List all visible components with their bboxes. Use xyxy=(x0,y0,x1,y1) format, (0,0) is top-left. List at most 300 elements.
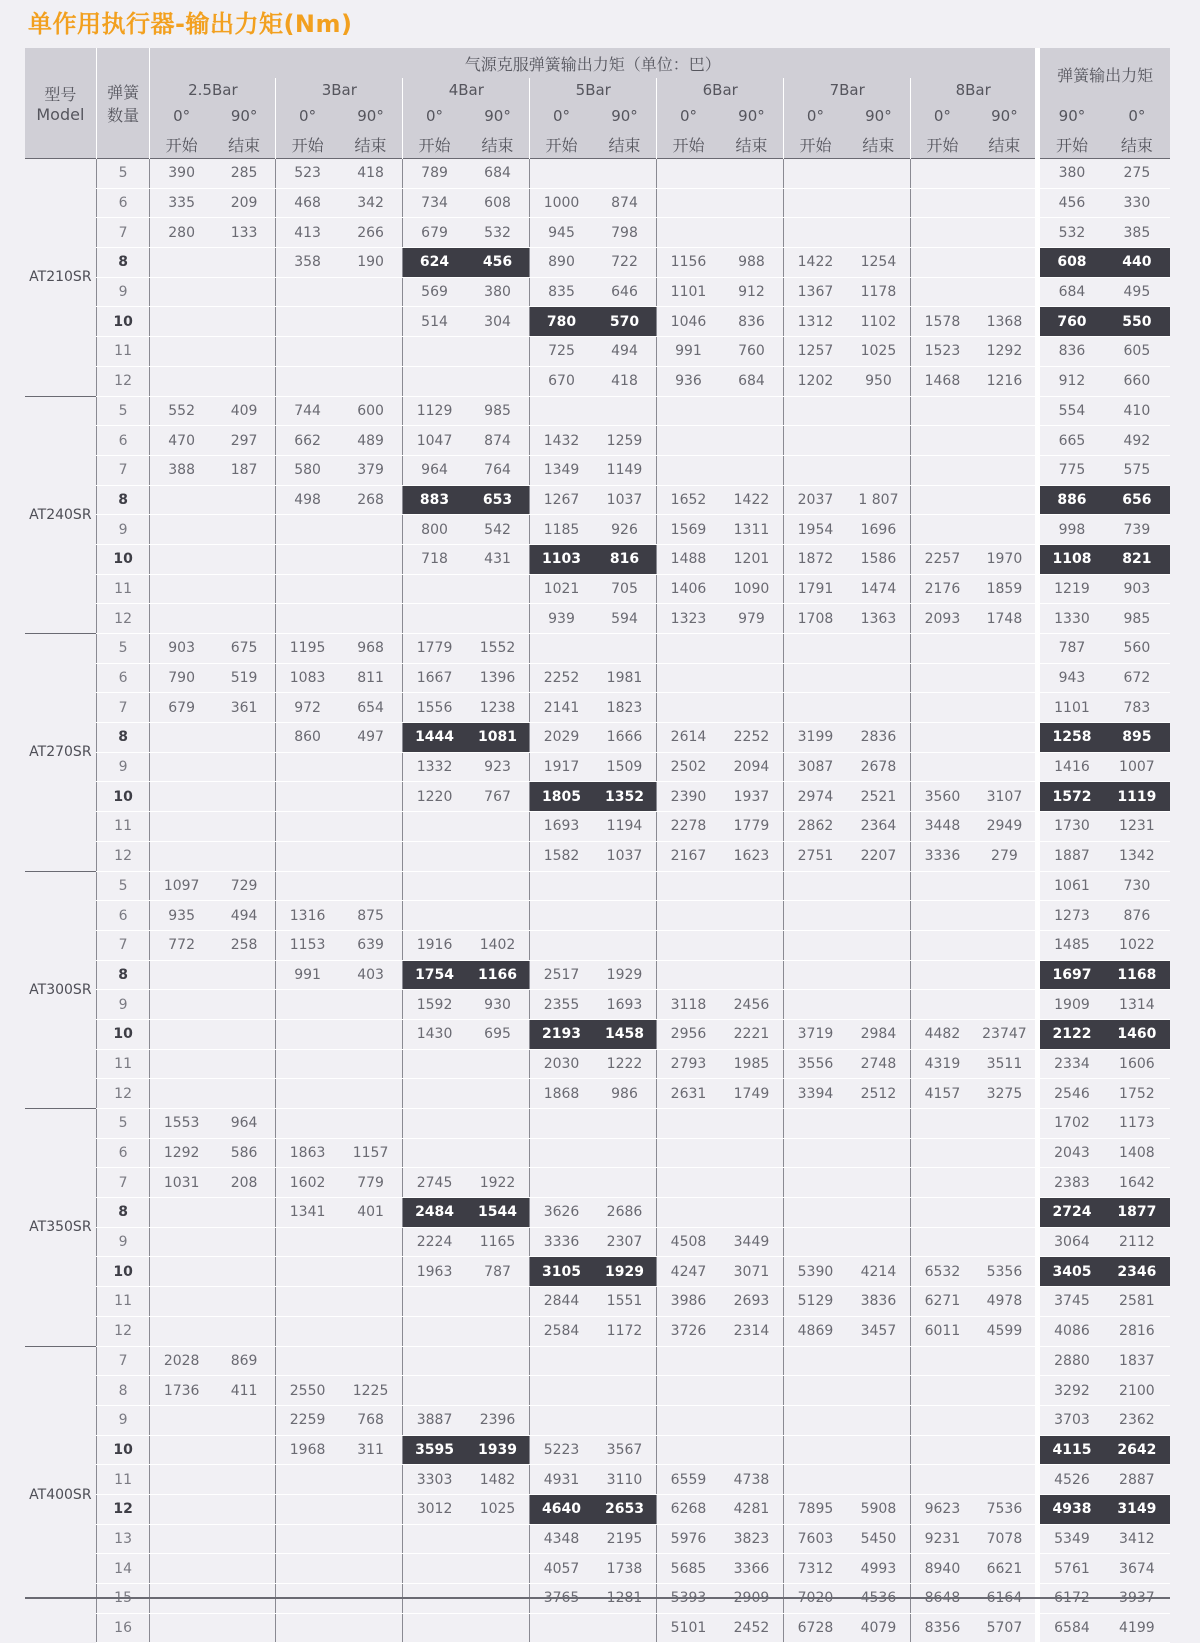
torque-value-cell: 5390 xyxy=(784,1257,847,1287)
torque-value-cell xyxy=(784,1376,847,1406)
torque-value-cell: 6271 xyxy=(911,1287,974,1317)
torque-value-cell: 3118 xyxy=(657,990,720,1020)
spring-torque-cell: 1330 xyxy=(1038,604,1104,634)
torque-value-cell xyxy=(847,1138,911,1168)
torque-value-cell: 1791 xyxy=(784,574,847,604)
table-row xyxy=(25,366,1170,396)
start-header: 开始 xyxy=(530,130,593,159)
torque-value-cell: 594 xyxy=(593,604,657,634)
torque-value-cell xyxy=(213,277,276,307)
torque-value-cell: 2314 xyxy=(720,1316,784,1346)
torque-value-cell: 2521 xyxy=(847,782,911,812)
end-header: 结束 xyxy=(213,130,276,159)
torque-value-cell xyxy=(339,544,403,574)
torque-value-cell xyxy=(276,1494,339,1524)
torque-value-cell xyxy=(276,841,339,871)
pressure-header: 8Bar xyxy=(911,78,1038,101)
torque-value-cell xyxy=(593,871,657,901)
torque-value-cell: 1367 xyxy=(784,277,847,307)
table-body xyxy=(25,159,1170,1643)
torque-value-cell: 1779 xyxy=(720,812,784,842)
torque-value-cell: 6268 xyxy=(657,1494,720,1524)
spring-torque-cell: 903 xyxy=(1104,574,1170,604)
torque-value-cell xyxy=(466,337,530,367)
torque-value-cell xyxy=(847,1227,911,1257)
torque-value-cell: 8356 xyxy=(911,1613,974,1643)
torque-value-cell xyxy=(403,1287,466,1317)
torque-value-cell: 2028 xyxy=(150,1346,213,1376)
torque-value-cell xyxy=(150,841,213,871)
torque-value-cell xyxy=(530,159,593,189)
torque-value-cell xyxy=(847,990,911,1020)
torque-value-cell: 2307 xyxy=(593,1227,657,1257)
spring-torque-cell: 672 xyxy=(1104,663,1170,693)
torque-value-cell: 3199 xyxy=(784,723,847,753)
torque-value-cell: 912 xyxy=(720,277,784,307)
torque-value-cell: 7603 xyxy=(784,1524,847,1554)
torque-value-cell: 1939 xyxy=(466,1435,530,1465)
spring-torque-cell: 2546 xyxy=(1038,1079,1104,1109)
torque-value-cell xyxy=(213,307,276,337)
torque-value-cell: 1238 xyxy=(466,693,530,723)
torque-value-cell: 760 xyxy=(720,337,784,367)
end-header: 结束 xyxy=(339,130,403,159)
end-header: 结束 xyxy=(720,130,784,159)
torque-value-cell xyxy=(847,1405,911,1435)
torque-value-cell: 570 xyxy=(593,307,657,337)
torque-value-cell xyxy=(847,1168,911,1198)
torque-value-cell xyxy=(339,1019,403,1049)
torque-value-cell: 2257 xyxy=(911,544,974,574)
torque-value-cell xyxy=(720,871,784,901)
torque-value-cell xyxy=(657,1435,720,1465)
torque-value-cell: 266 xyxy=(339,218,403,248)
torque-value-cell xyxy=(213,723,276,753)
spring-torque-cell: 3064 xyxy=(1038,1227,1104,1257)
torque-value-cell: 4978 xyxy=(974,1287,1038,1317)
torque-value-cell: 2793 xyxy=(657,1049,720,1079)
torque-value-cell: 1859 xyxy=(974,574,1038,604)
spring-torque-cell: 3405 xyxy=(1038,1257,1104,1287)
torque-value-cell: 2167 xyxy=(657,841,720,871)
torque-value-cell: 5356 xyxy=(974,1257,1038,1287)
torque-value-cell: 3836 xyxy=(847,1287,911,1317)
torque-value-cell: 2748 xyxy=(847,1049,911,1079)
torque-value-cell: 2502 xyxy=(657,752,720,782)
torque-value-cell xyxy=(911,277,974,307)
torque-value-cell xyxy=(784,960,847,990)
torque-value-cell xyxy=(974,693,1038,723)
torque-value-cell xyxy=(403,1079,466,1109)
torque-value-cell: 4157 xyxy=(911,1079,974,1109)
torque-value-cell xyxy=(403,1049,466,1079)
torque-value-cell xyxy=(784,693,847,723)
spring-torque-cell: 1022 xyxy=(1104,930,1170,960)
torque-value-cell xyxy=(974,871,1038,901)
spring-torque-cell: 684 xyxy=(1038,277,1104,307)
torque-value-cell: 684 xyxy=(466,159,530,189)
torque-value-cell: 722 xyxy=(593,248,657,278)
torque-value-cell: 2176 xyxy=(911,574,974,604)
spring-count-cell: 9 xyxy=(96,1405,150,1435)
torque-value-cell xyxy=(974,277,1038,307)
torque-value-cell xyxy=(150,544,213,574)
torque-value-cell: 3366 xyxy=(720,1554,784,1584)
table-row xyxy=(25,634,1170,664)
torque-value-cell: 1917 xyxy=(530,752,593,782)
angle-90-header: 90° xyxy=(847,101,911,130)
torque-value-cell: 209 xyxy=(213,188,276,218)
torque-value-cell xyxy=(213,990,276,1020)
torque-value-cell xyxy=(213,1019,276,1049)
start-header: 开始 xyxy=(657,130,720,159)
torque-value-cell xyxy=(911,426,974,456)
torque-value-cell xyxy=(657,426,720,456)
spring-torque-cell: 4115 xyxy=(1038,1435,1104,1465)
torque-value-cell: 1602 xyxy=(276,1168,339,1198)
torque-value-cell: 1046 xyxy=(657,307,720,337)
torque-value-cell: 1031 xyxy=(150,1168,213,1198)
torque-value-cell: 653 xyxy=(466,485,530,515)
start-header: 开始 xyxy=(403,130,466,159)
torque-value-cell: 409 xyxy=(213,396,276,426)
end-header: 结束 xyxy=(974,130,1038,159)
torque-value-cell xyxy=(466,366,530,396)
torque-value-cell: 1 807 xyxy=(847,485,911,515)
table-row xyxy=(25,574,1170,604)
spring-torque-cell: 760 xyxy=(1038,307,1104,337)
torque-value-cell xyxy=(911,634,974,664)
torque-value-cell: 514 xyxy=(403,307,466,337)
table-row xyxy=(25,723,1170,753)
model-cell: AT300SR xyxy=(25,871,96,1109)
spring-torque-cell: 985 xyxy=(1104,604,1170,634)
torque-value-cell: 4348 xyxy=(530,1524,593,1554)
torque-value-cell: 836 xyxy=(720,307,784,337)
torque-value-cell xyxy=(213,752,276,782)
torque-value-cell: 470 xyxy=(150,426,213,456)
torque-value-cell xyxy=(657,634,720,664)
torque-value-cell: 1406 xyxy=(657,574,720,604)
torque-value-cell: 2844 xyxy=(530,1287,593,1317)
torque-value-cell xyxy=(974,426,1038,456)
spring-torque-cell: 3703 xyxy=(1038,1405,1104,1435)
torque-value-cell: 1666 xyxy=(593,723,657,753)
torque-value-cell xyxy=(213,841,276,871)
torque-value-cell: 1937 xyxy=(720,782,784,812)
torque-value-cell: 3567 xyxy=(593,1435,657,1465)
torque-value-cell xyxy=(720,663,784,693)
torque-value-cell xyxy=(213,1287,276,1317)
torque-value-cell: 1157 xyxy=(339,1138,403,1168)
torque-value-cell xyxy=(911,396,974,426)
table-row xyxy=(25,1316,1170,1346)
torque-value-cell: 8940 xyxy=(911,1554,974,1584)
torque-value-cell: 1696 xyxy=(847,515,911,545)
torque-value-cell xyxy=(911,515,974,545)
torque-value-cell xyxy=(974,1138,1038,1168)
spring-count-cell: 5 xyxy=(96,396,150,426)
torque-value-cell: 187 xyxy=(213,455,276,485)
torque-value-cell xyxy=(593,930,657,960)
torque-value-cell: 3449 xyxy=(720,1227,784,1257)
torque-value-cell: 498 xyxy=(276,485,339,515)
torque-value-cell: 654 xyxy=(339,693,403,723)
torque-value-cell xyxy=(339,812,403,842)
torque-value-cell xyxy=(213,515,276,545)
torque-value-cell xyxy=(276,1554,339,1584)
torque-value-cell xyxy=(276,1257,339,1287)
torque-value-cell xyxy=(657,960,720,990)
torque-value-cell xyxy=(657,455,720,485)
torque-value-cell: 1552 xyxy=(466,634,530,664)
spring-torque-cell: 1314 xyxy=(1104,990,1170,1020)
torque-value-cell xyxy=(276,1079,339,1109)
torque-value-cell xyxy=(911,159,974,189)
spring-count-cell: 8 xyxy=(96,1376,150,1406)
torque-value-cell xyxy=(403,812,466,842)
torque-value-cell: 787 xyxy=(466,1257,530,1287)
torque-value-cell: 816 xyxy=(593,544,657,574)
torque-value-cell: 401 xyxy=(339,1198,403,1228)
torque-value-cell xyxy=(911,1405,974,1435)
torque-value-cell: 1037 xyxy=(593,841,657,871)
table-row xyxy=(25,812,1170,842)
torque-value-cell xyxy=(213,1198,276,1228)
torque-value-cell: 1586 xyxy=(847,544,911,574)
spring-torque-cell: 1219 xyxy=(1038,574,1104,604)
torque-value-cell xyxy=(339,574,403,604)
torque-value-cell xyxy=(150,752,213,782)
torque-value-cell: 3105 xyxy=(530,1257,593,1287)
torque-value-cell xyxy=(847,1435,911,1465)
spring-count-cell: 16 xyxy=(96,1613,150,1643)
spring-count-cell: 14 xyxy=(96,1554,150,1584)
torque-value-cell: 9623 xyxy=(911,1494,974,1524)
torque-value-cell: 991 xyxy=(657,337,720,367)
torque-value-cell xyxy=(276,752,339,782)
torque-value-cell: 1863 xyxy=(276,1138,339,1168)
torque-value-cell xyxy=(847,871,911,901)
torque-value-cell xyxy=(720,396,784,426)
torque-value-cell xyxy=(213,1316,276,1346)
spring-count-cell: 13 xyxy=(96,1524,150,1554)
torque-value-cell: 874 xyxy=(593,188,657,218)
torque-value-cell xyxy=(974,188,1038,218)
pressure-header: 3Bar xyxy=(276,78,403,101)
torque-value-cell: 2484 xyxy=(403,1198,466,1228)
spring-count-cell: 12 xyxy=(96,1494,150,1524)
torque-value-cell xyxy=(911,693,974,723)
table-row xyxy=(25,188,1170,218)
spring-torque-cell: 6584 xyxy=(1038,1613,1104,1643)
torque-value-cell: 2193 xyxy=(530,1019,593,1049)
torque-value-cell xyxy=(720,426,784,456)
torque-value-cell xyxy=(911,1465,974,1495)
spring-torque-cell: 330 xyxy=(1104,188,1170,218)
torque-value-cell: 23747 xyxy=(974,1019,1038,1049)
torque-value-cell: 2584 xyxy=(530,1316,593,1346)
torque-value-cell xyxy=(720,159,784,189)
torque-value-cell: 679 xyxy=(150,693,213,723)
torque-value-cell: 358 xyxy=(276,248,339,278)
torque-value-cell: 3595 xyxy=(403,1435,466,1465)
table-row xyxy=(25,1109,1170,1139)
torque-value-cell xyxy=(150,574,213,604)
torque-value-cell xyxy=(213,1405,276,1435)
torque-value-cell xyxy=(403,1346,466,1376)
spring-count-cell: 8 xyxy=(96,248,150,278)
torque-value-cell xyxy=(213,248,276,278)
spring-count-cell: 7 xyxy=(96,1346,150,1376)
table-row xyxy=(25,604,1170,634)
torque-value-cell xyxy=(150,1019,213,1049)
spring-torque-cell: 660 xyxy=(1104,366,1170,396)
torque-value-cell: 936 xyxy=(657,366,720,396)
torque-value-cell xyxy=(911,960,974,990)
torque-value-cell: 3336 xyxy=(530,1227,593,1257)
torque-value-cell: 1165 xyxy=(466,1227,530,1257)
torque-value-cell xyxy=(784,159,847,189)
angle-0-header: 0° xyxy=(403,101,466,130)
torque-value-cell: 1582 xyxy=(530,841,593,871)
torque-value-cell xyxy=(339,1465,403,1495)
torque-value-cell: 1779 xyxy=(403,634,466,664)
torque-value-cell xyxy=(657,1138,720,1168)
torque-value-cell xyxy=(276,337,339,367)
torque-value-cell xyxy=(403,1109,466,1139)
torque-value-cell xyxy=(974,218,1038,248)
torque-value-cell xyxy=(339,1524,403,1554)
torque-value-cell xyxy=(657,159,720,189)
pressure-header-row xyxy=(25,78,1170,101)
spring-torque-cell: 1485 xyxy=(1038,930,1104,960)
torque-value-cell: 1868 xyxy=(530,1079,593,1109)
torque-value-cell: 3087 xyxy=(784,752,847,782)
torque-value-cell xyxy=(150,1465,213,1495)
torque-value-cell: 1509 xyxy=(593,752,657,782)
spring-torque-cell: 1642 xyxy=(1104,1168,1170,1198)
torque-value-cell: 297 xyxy=(213,426,276,456)
torque-value-cell xyxy=(466,574,530,604)
spring-torque-cell: 1887 xyxy=(1038,841,1104,871)
torque-value-cell xyxy=(213,544,276,574)
table-row xyxy=(25,396,1170,426)
torque-value-cell: 569 xyxy=(403,277,466,307)
torque-value-cell xyxy=(403,1316,466,1346)
torque-value-cell: 1090 xyxy=(720,574,784,604)
torque-value-cell: 5685 xyxy=(657,1554,720,1584)
torque-value-cell: 4931 xyxy=(530,1465,593,1495)
spring-torque-cell: 1460 xyxy=(1104,1019,1170,1049)
torque-value-cell: 835 xyxy=(530,277,593,307)
spring-count-cell: 6 xyxy=(96,188,150,218)
angle-0-header: 0° xyxy=(276,101,339,130)
torque-value-cell: 2653 xyxy=(593,1494,657,1524)
torque-value-cell: 2390 xyxy=(657,782,720,812)
torque-value-cell: 456 xyxy=(466,248,530,278)
torque-value-cell: 4869 xyxy=(784,1316,847,1346)
torque-value-cell xyxy=(974,901,1038,931)
torque-value-cell: 3626 xyxy=(530,1198,593,1228)
torque-value-cell: 869 xyxy=(213,1346,276,1376)
torque-value-cell: 1194 xyxy=(593,812,657,842)
start-header: 开始 xyxy=(1038,130,1104,159)
torque-value-cell: 2517 xyxy=(530,960,593,990)
torque-value-cell xyxy=(150,1524,213,1554)
torque-value-cell: 304 xyxy=(466,307,530,337)
torque-value-cell xyxy=(974,990,1038,1020)
torque-value-cell xyxy=(784,1405,847,1435)
torque-value-cell xyxy=(784,634,847,664)
torque-value-cell xyxy=(339,841,403,871)
torque-value-cell xyxy=(657,1109,720,1139)
table-row xyxy=(25,1494,1170,1524)
spring-torque-cell: 943 xyxy=(1038,663,1104,693)
spring-torque-cell: 1168 xyxy=(1104,960,1170,990)
torque-value-cell xyxy=(784,1465,847,1495)
spring-torque-cell: 3674 xyxy=(1104,1554,1170,1584)
torque-value-cell: 2094 xyxy=(720,752,784,782)
torque-value-cell xyxy=(150,812,213,842)
spring-torque-cell: 492 xyxy=(1104,426,1170,456)
spring-count-cell: 12 xyxy=(96,841,150,871)
torque-value-cell: 5129 xyxy=(784,1287,847,1317)
torque-value-cell xyxy=(339,604,403,634)
torque-value-cell xyxy=(213,960,276,990)
torque-value-cell xyxy=(339,1049,403,1079)
torque-value-cell: 1081 xyxy=(466,723,530,753)
torque-value-cell: 883 xyxy=(403,485,466,515)
table-row xyxy=(25,960,1170,990)
torque-value-cell xyxy=(720,218,784,248)
torque-value-cell: 729 xyxy=(213,871,276,901)
spring-torque-cell: 1007 xyxy=(1104,752,1170,782)
spring-count-cell: 7 xyxy=(96,455,150,485)
table-row xyxy=(25,307,1170,337)
torque-value-cell xyxy=(213,1613,276,1643)
torque-value-cell xyxy=(974,159,1038,189)
torque-value-cell xyxy=(593,1613,657,1643)
torque-value-cell xyxy=(911,1168,974,1198)
torque-value-cell xyxy=(657,1168,720,1198)
spring-count-cell: 9 xyxy=(96,515,150,545)
spring-count-cell: 6 xyxy=(96,1138,150,1168)
torque-value-cell xyxy=(339,1109,403,1139)
torque-value-cell xyxy=(339,1257,403,1287)
torque-value-cell: 939 xyxy=(530,604,593,634)
torque-value-cell: 431 xyxy=(466,544,530,574)
torque-value-cell xyxy=(974,1405,1038,1435)
spring-torque-cell: 1752 xyxy=(1104,1079,1170,1109)
table-row xyxy=(25,248,1170,278)
torque-value-cell: 1129 xyxy=(403,396,466,426)
torque-value-cell xyxy=(974,723,1038,753)
torque-value-cell xyxy=(466,1287,530,1317)
torque-value-cell: 361 xyxy=(213,693,276,723)
torque-value-cell: 190 xyxy=(339,248,403,278)
torque-value-cell xyxy=(213,337,276,367)
torque-value-cell xyxy=(150,1287,213,1317)
angle-0-header: 0° xyxy=(1104,101,1170,130)
torque-value-cell xyxy=(150,1316,213,1346)
table-row xyxy=(25,1049,1170,1079)
angle-0-header: 0° xyxy=(784,101,847,130)
torque-value-cell: 4247 xyxy=(657,1257,720,1287)
torque-value-cell xyxy=(784,930,847,960)
spring-torque-cell: 3149 xyxy=(1104,1494,1170,1524)
pressure-header: 2.5Bar xyxy=(150,78,276,101)
